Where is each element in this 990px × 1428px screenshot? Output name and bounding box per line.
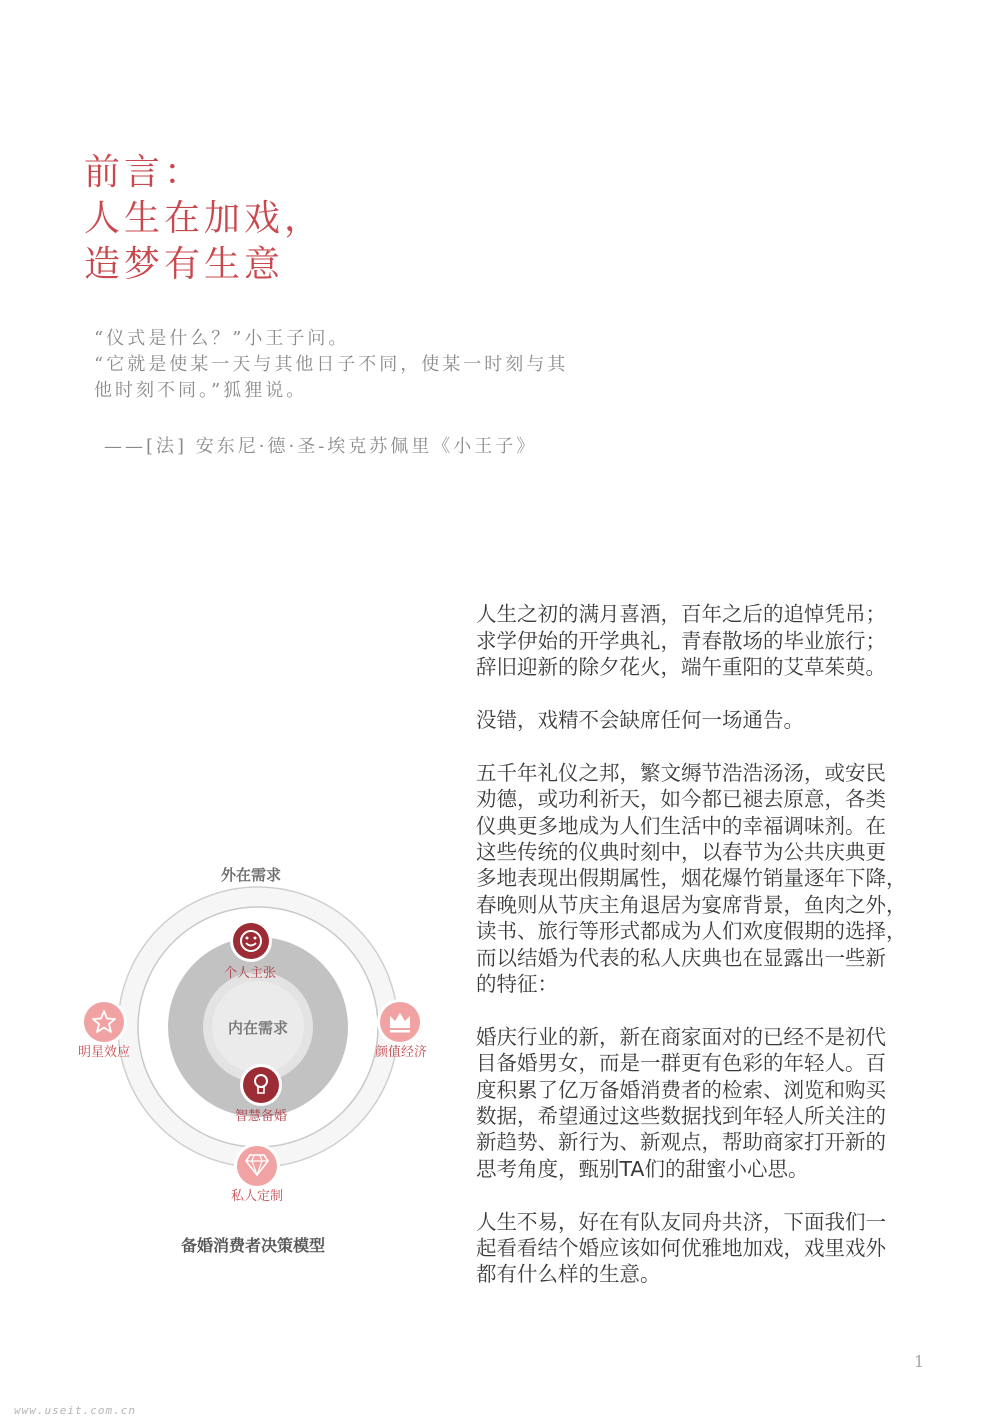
star-icon — [84, 1002, 124, 1042]
p5-line: 起看看结个婚应该如何优雅地加戏，戏里戏外 — [476, 1236, 886, 1261]
outer-need-label: 外在需求 — [220, 866, 282, 884]
title-line-2: 人生在加戏， — [84, 198, 325, 239]
page-title — [84, 150, 324, 288]
p3-line: 五千年礼仪之邦，繁文缛节浩浩汤汤，或安民 — [476, 760, 886, 785]
p2-line: 没错，戏精不会缺席任何一场通告。 — [476, 708, 804, 732]
custom-node — [231, 1143, 283, 1204]
quote-line-1: “仪式是什么？”小王子问。 — [94, 328, 350, 349]
quote-line-3: 他时刻不同。”狐狸说。 — [94, 380, 308, 401]
star-node-label: 明星效应 — [77, 1045, 131, 1060]
p4-line: 数据，希望通过这些数据找到年轻人所关注的 — [476, 1104, 886, 1129]
p4-line: 婚庆行业的新，新在商家面对的已经不是初代 — [476, 1024, 886, 1049]
p4-line: 度积累了亿万备婚消费者的检索、浏览和购买 — [476, 1077, 886, 1102]
p3-line: 仪典更多地成为人们生活中的幸福调味剂。在 — [476, 813, 886, 838]
p3-line: 而以结婚为代表的私人庆典也在显露出一些新 — [476, 945, 886, 970]
title-line-1: 前言： — [84, 152, 205, 193]
smart-node-label: 智慧备婚 — [234, 1109, 288, 1124]
p3-line: 春晚则从节庆主角退居为宴席背景，鱼肉之外， — [476, 892, 907, 917]
p5-line: 人生不易，好在有队友同舟共济，下面我们一 — [476, 1209, 886, 1234]
p4-line: 思考角度，甄别TA们的甜蜜小心思。 — [476, 1156, 809, 1181]
decision-model-diagram — [60, 850, 460, 1270]
epigraph-quote — [94, 326, 614, 404]
p3-line: 多地表现出假期属性，烟花爆竹销量逐年下降， — [476, 866, 907, 891]
custom-node-label: 私人定制 — [230, 1189, 284, 1204]
p3-line: 读书、旅行等形式都成为人们欢度假期的选择， — [476, 919, 907, 944]
watermark: www.useit.com.cn — [14, 1404, 136, 1417]
p4-line: 目备婚男女，而是一群更有色彩的年轻人。百 — [476, 1051, 886, 1076]
personal-node-label: 个人主张 — [223, 966, 277, 981]
p3-line: 劝德，或功利祈天，如今都已褪去原意，各类 — [476, 787, 886, 812]
looks-node — [375, 999, 427, 1060]
p4-line: 新趋势、新行为、新观点，帮助商家打开新的 — [476, 1130, 886, 1155]
p1-line: 人生之初的满月喜酒，百年之后的追悼凭吊； — [476, 602, 886, 627]
looks-node-label: 颜值经济 — [374, 1045, 428, 1060]
quote-line-2: “它就是使某一天与其他日子不同，使某一时刻与其 — [94, 354, 569, 375]
diagram-caption: 备婚消费者决策模型 — [180, 1236, 326, 1255]
page-number: 1 — [914, 1352, 925, 1371]
p1-line: 求学伊始的开学典礼，青春散场的毕业旅行； — [476, 628, 886, 653]
smile-icon — [233, 923, 269, 959]
p1-line: 辞旧迎新的除夕花火，端午重阳的艾草茱萸。 — [476, 655, 886, 680]
inner-need-label: 内在需求 — [227, 1019, 289, 1037]
lightbulb-icon — [243, 1067, 279, 1103]
quote-attribution: ——[法] 安东尼·德·圣-埃克苏佩里《小王子》 — [104, 436, 538, 457]
p3-line: 这些传统的仪典时刻中，以春节为公共庆典更 — [476, 840, 886, 865]
diamond-icon — [237, 1146, 277, 1186]
p3-line: 的特征： — [476, 972, 558, 997]
star-node — [78, 999, 130, 1060]
p5-line: 都有什么样的生意。 — [476, 1262, 661, 1287]
title-line-3: 造梦有生意 — [84, 244, 285, 285]
body-text — [476, 575, 946, 1314]
